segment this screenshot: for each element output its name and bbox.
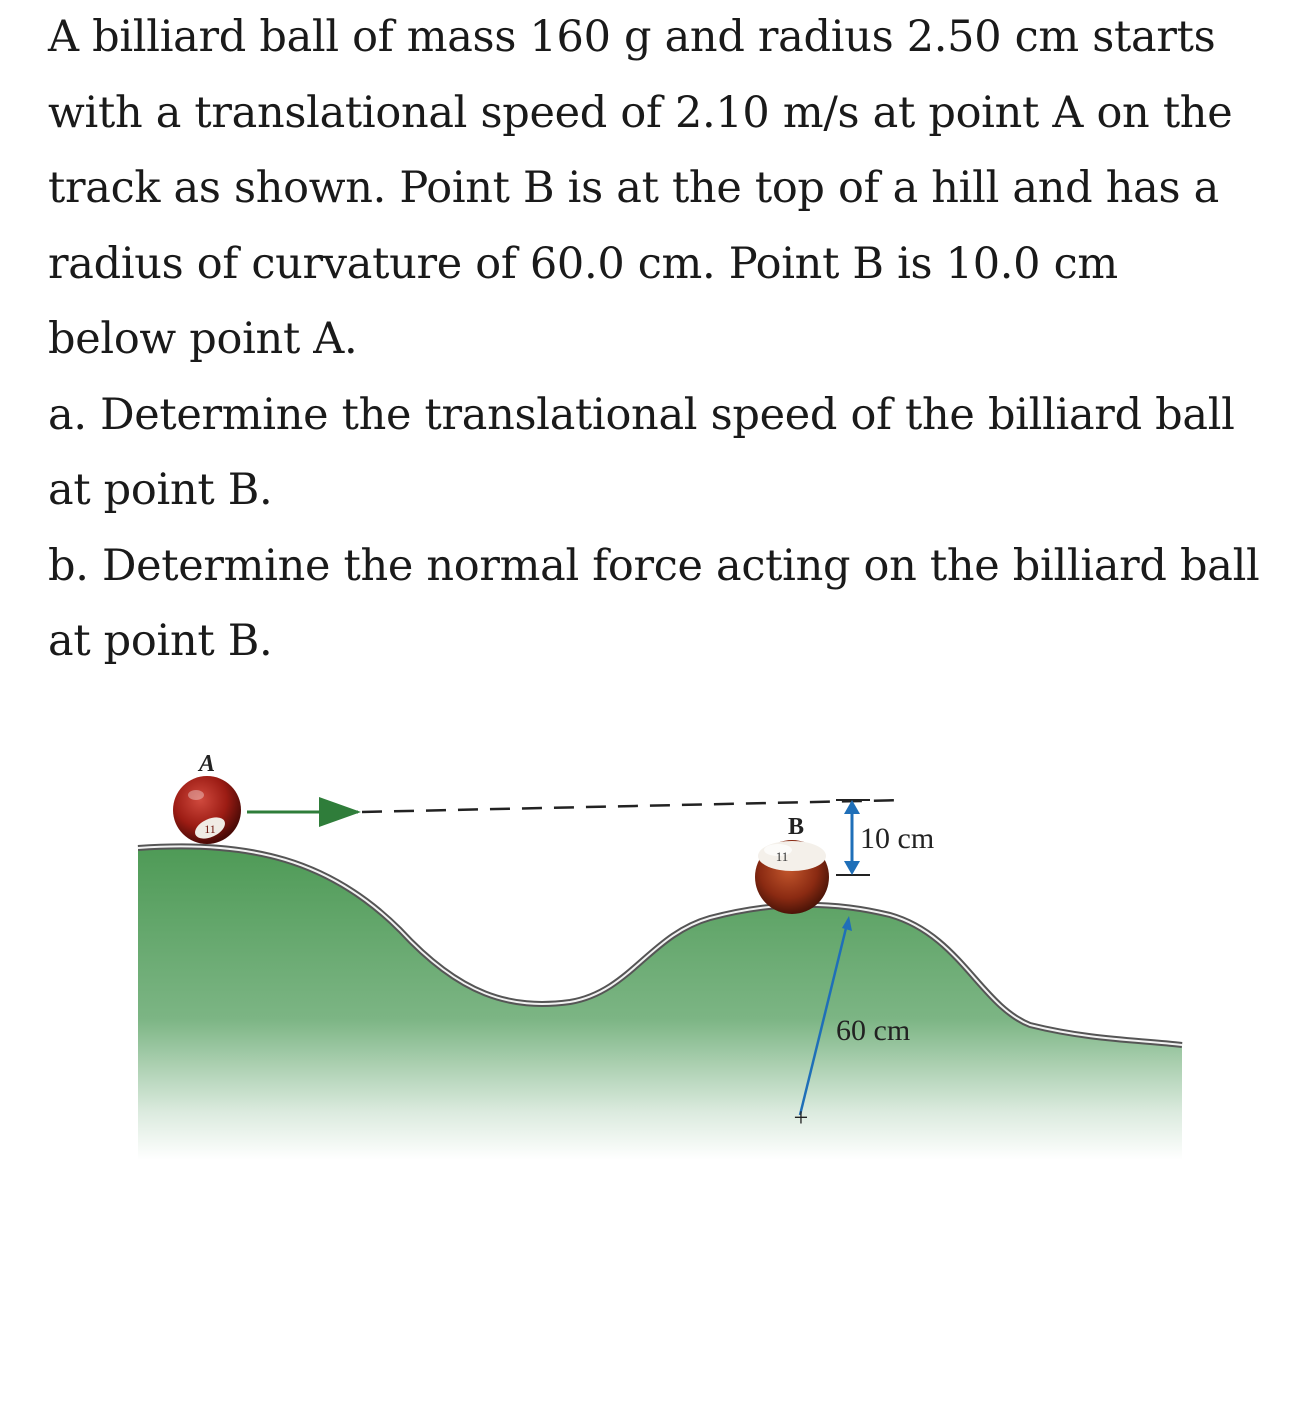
- ball-a: [173, 776, 241, 844]
- problem-text: [48, 0, 1268, 680]
- stem-line: below point A.: [48, 314, 358, 364]
- stem-line: track as shown. Point B is at the top of a hill and has a: [48, 163, 1219, 213]
- label-b: B: [787, 814, 805, 840]
- stem-line: A billiard ball of mass 160 g and radius 2.50 cm starts: [48, 12, 1216, 62]
- part-a-line: at point B.: [48, 465, 273, 515]
- part-a-line: a. Determine the translational speed of the billiard ball: [48, 389, 1235, 440]
- svg-text:11: 11: [204, 822, 216, 836]
- height-label: 10 cm: [860, 822, 935, 855]
- stem-line: with a translational speed of 2.10 m/s at point A on the: [48, 87, 1233, 138]
- center-mark: +: [793, 1103, 809, 1132]
- track-diagram: [130, 740, 1190, 1160]
- svg-text:11: 11: [775, 849, 789, 864]
- label-a: A: [198, 751, 216, 777]
- part-b-line: at point B.: [48, 616, 273, 666]
- ball-b: [755, 840, 829, 914]
- radius-label: 60 cm: [836, 1014, 911, 1047]
- stem-line: radius of curvature of 60.0 cm. Point B is 10.0 cm: [48, 238, 1118, 289]
- track-figure: [130, 740, 1190, 1160]
- part-b-line: b. Determine the normal force acting on the billiard ball: [48, 540, 1260, 591]
- reference-line: [362, 800, 905, 812]
- grass-hill: [138, 846, 1182, 1160]
